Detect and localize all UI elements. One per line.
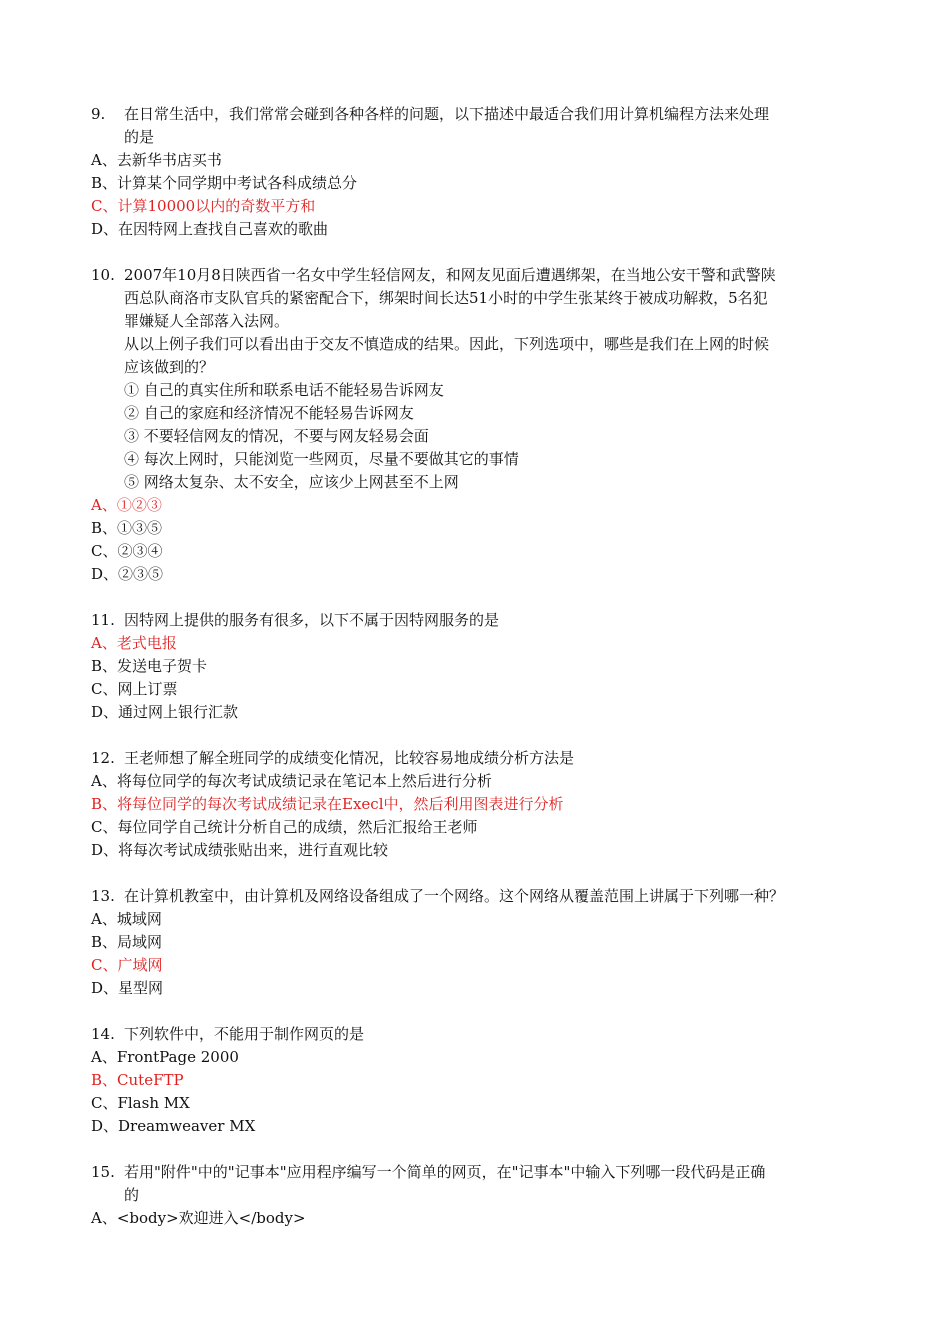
- question-number: 14.: [91, 1025, 115, 1043]
- question-block: [91, 103, 866, 241]
- answer-option: D、通过网上银行汇款: [91, 703, 239, 721]
- question-stem: [124, 103, 866, 149]
- answer-option: C、每位同学自己统计分析自己的成绩，然后汇报给王老师: [91, 818, 478, 836]
- question-number: 15.: [91, 1163, 115, 1181]
- question-header: [91, 609, 866, 632]
- answer-option: D、Dreamweaver MX: [91, 1117, 256, 1135]
- answer-option: B、①③⑤: [91, 519, 163, 537]
- question-extra-line: ⑤ 网络太复杂、太不安全，应该少上网甚至不上网: [124, 473, 459, 491]
- question-block: [91, 1023, 866, 1138]
- question-stem: [124, 885, 866, 908]
- question-stem-line: 2007年10月8日陕西省一名女中学生轻信网友，和网友见面后遭遇绑架，在当地公安干警和武警陕: [124, 266, 776, 284]
- question-stem-line: 若用"附件"中的"记事本"应用程序编写一个简单的网页，在"记事本"中输入下列哪一段代码是正确: [124, 1163, 766, 1181]
- question-block: [91, 264, 866, 586]
- question-stem: [124, 264, 866, 333]
- question-spacer: [91, 862, 866, 885]
- answer-option: D、在因特网上查找自己喜欢的歌曲: [91, 220, 329, 238]
- question-stem: [124, 1023, 866, 1046]
- question-extra-line: ① 自己的真实住所和联系电话不能轻易告诉网友: [124, 381, 444, 399]
- question-spacer: [91, 1138, 866, 1161]
- question-spacer: [91, 586, 866, 609]
- question-header: [91, 103, 866, 149]
- question-extra-line: ④ 每次上网时，只能浏览一些网页，尽量不要做其它的事情: [124, 450, 519, 468]
- question-stem-line: 罪嫌疑人全部落入法网。: [124, 312, 290, 330]
- question-extra-line: 从以上例子我们可以看出由于交友不慎造成的结果。因此，下列选项中，哪些是我们在上网的时候: [124, 335, 770, 353]
- question-header: [91, 264, 866, 333]
- question-stem: [124, 609, 866, 632]
- answer-option: C、Flash MX: [91, 1094, 190, 1112]
- answer-option: A、去新华书店买书: [91, 151, 222, 169]
- question-number: 10.: [91, 266, 115, 284]
- question-stem: [124, 747, 866, 770]
- question-header: [91, 1023, 866, 1046]
- question-number: 12.: [91, 749, 115, 767]
- question-header: [91, 1161, 866, 1207]
- question-stem-line: 的: [124, 1186, 140, 1204]
- answer-option-correct: A、①②③: [91, 496, 162, 514]
- answer-option-correct: B、将每位同学的每次考试成绩记录在Execl中，然后利用图表进行分析: [91, 795, 564, 813]
- answer-option: B、发送电子贺卡: [91, 657, 208, 675]
- answer-option: B、计算某个同学期中考试各科成绩总分: [91, 174, 358, 192]
- question-block: [91, 1161, 866, 1230]
- question-stem-line: 因特网上提供的服务有很多，以下不属于因特网服务的是: [124, 611, 500, 629]
- answer-option-correct: B、CuteFTP: [91, 1071, 184, 1089]
- question-stem-line: 在日常生活中，我们常常会碰到各种各样的问题，以下描述中最适合我们用计算机编程方法来处理: [124, 105, 770, 123]
- question-number: 11.: [91, 611, 115, 629]
- answer-option: C、网上订票: [91, 680, 178, 698]
- answer-option: C、②③④: [91, 542, 163, 560]
- answer-option: D、星型网: [91, 979, 164, 997]
- question-header: [91, 747, 866, 770]
- question-block: [91, 885, 866, 1000]
- answer-option-correct: C、计算10000以内的奇数平方和: [91, 197, 316, 215]
- answer-option: D、将每次考试成绩张贴出来，进行直观比较: [91, 841, 389, 859]
- question-spacer: [91, 241, 866, 264]
- question-extra-line: 应该做到的？: [124, 358, 215, 376]
- question-spacer: [91, 724, 866, 747]
- answer-option: A、FrontPage 2000: [91, 1048, 239, 1066]
- question-header: [91, 885, 866, 908]
- question-block: [91, 609, 866, 724]
- question-list: [91, 103, 866, 1230]
- answer-option: A、城域网: [91, 910, 162, 928]
- question-extra-line: ② 自己的家庭和经济情况不能轻易告诉网友: [124, 404, 414, 422]
- question-stem: [124, 1161, 866, 1207]
- question-number: 13.: [91, 887, 115, 905]
- question-stem-line: 王老师想了解全班同学的成绩变化情况，比较容易地成绩分析方法是: [124, 749, 575, 767]
- answer-option-correct: A、老式电报: [91, 634, 177, 652]
- question-extra-line: ③ 不要轻信网友的情况，不要与网友轻易会面: [124, 427, 429, 445]
- answer-option: D、②③⑤: [91, 565, 164, 583]
- answer-option: B、局域网: [91, 933, 163, 951]
- question-stem-line: 在计算机教室中，由计算机及网络设备组成了一个网络。这个网络从覆盖范围上讲属于下列哪一种？: [124, 887, 785, 905]
- question-stem-line: 的是: [124, 128, 155, 146]
- answer-option: A、<body>欢迎进入</body>: [91, 1209, 306, 1227]
- answer-option-correct: C、广域网: [91, 956, 163, 974]
- question-spacer: [91, 1000, 866, 1023]
- question-stem-line: 下列软件中，不能用于制作网页的是: [124, 1025, 365, 1043]
- question-stem-line: 西总队商洛市支队官兵的紧密配合下，绑架时间长达51小时的中学生张某终于被成功解救，5名犯: [124, 289, 768, 307]
- answer-option: A、将每位同学的每次考试成绩记录在笔记本上然后进行分析: [91, 772, 492, 790]
- question-block: [91, 747, 866, 862]
- question-number: 9.: [91, 105, 106, 123]
